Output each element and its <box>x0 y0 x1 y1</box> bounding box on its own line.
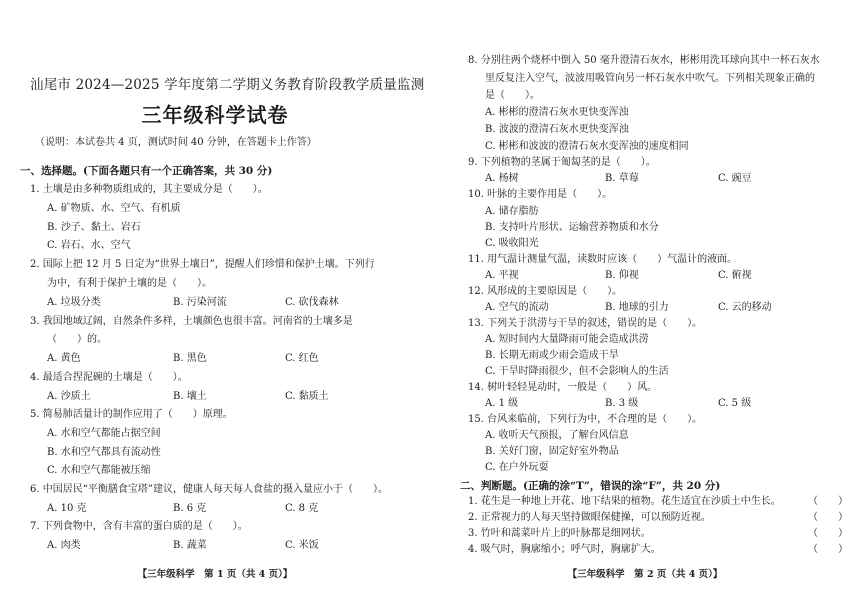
question-3-cont: （ ）的。 <box>47 334 107 345</box>
question-2: 2. 国际上把 12 月 5 日定为“世界土壤日”，提醒人们珍惜和保护土壤。下列行 <box>30 259 375 270</box>
q1-option-c: C. 岩石、水、空气 <box>47 240 131 251</box>
section-judge-heading: 二、判断题。(正确的涂“T”，错误的涂“F”，共 20 分) <box>460 480 721 492</box>
q8-option-b: B. 波波的澄清石灰水更快变浑浊 <box>485 124 629 135</box>
q4-option-c: C. 黏质土 <box>285 391 329 402</box>
q6-option-c: C. 8 克 <box>285 503 319 514</box>
q8-option-c: C. 彬彬和波波的澄清石灰水变浑浊的速度相同 <box>485 141 689 152</box>
q9-option-a: A. 杨树 <box>485 173 519 184</box>
question-4: 4. 最适合捏泥碗的土壤是（ ）。 <box>30 372 188 383</box>
q15-option-b: B. 关好门窗，固定好室外物品 <box>485 446 619 457</box>
q6-option-a: A. 10 克 <box>47 503 87 514</box>
q3-option-a: A. 黄色 <box>47 353 81 364</box>
question-9: 9. 下列植物的茎属于匍匐茎的是（ ）。 <box>468 157 656 168</box>
page-2-footer: 【三年级科学 第 2 页（共 4 页）】 <box>567 569 723 580</box>
q13-option-b: B. 长期无雨或少雨会造成干旱 <box>485 350 619 361</box>
q11-option-c: C. 俯视 <box>718 270 752 281</box>
exam-title: 三年级科学试卷 <box>141 103 289 127</box>
q12-option-c: C. 云的移动 <box>718 302 772 313</box>
q10-option-b: B. 支持叶片形状、运输营养物质和水分 <box>485 222 659 233</box>
judge-1: 1. 花生是一种地上开花、地下结果的植物。花生适宜在沙质土中生长。 <box>468 496 781 507</box>
q3-option-b: B. 黑色 <box>173 353 207 364</box>
q12-option-a: A. 空气的流动 <box>485 302 549 313</box>
q1-option-a: A. 矿物质、水、空气、有机质 <box>47 203 181 214</box>
exam-note: （说明：本试卷共 4 页，测试时间 40 分钟，在答题卡上作答） <box>35 137 317 148</box>
exam-page-2 <box>430 0 860 608</box>
judge-2-answer-paren: （ ） <box>808 512 848 523</box>
q3-option-c: C. 红色 <box>285 353 319 364</box>
q11-option-a: A. 平视 <box>485 270 519 281</box>
q14-option-b: B. 3 级 <box>605 398 639 409</box>
q8-option-a: A. 彬彬的澄清石灰水更快变浑浊 <box>485 107 629 118</box>
q6-option-b: B. 6 克 <box>173 503 207 514</box>
q10-option-c: C. 吸收阳光 <box>485 238 539 249</box>
judge-3-answer-paren: （ ） <box>808 528 848 539</box>
judge-1-answer-paren: （ ） <box>808 496 848 507</box>
q15-option-a: A. 收听天气预报，了解台风信息 <box>485 430 629 441</box>
question-14: 14. 树叶轻轻晃动时，一般是（ ）风。 <box>468 382 658 393</box>
q13-option-a: A. 短时间内大量降雨可能会造成洪涝 <box>485 334 649 345</box>
q5-option-b: B. 水和空气都具有流动性 <box>47 447 161 458</box>
q11-option-b: B. 仰视 <box>605 270 639 281</box>
q14-option-a: A. 1 级 <box>485 398 519 409</box>
question-1: 1. 土壤是由多种物质组成的，其主要成分是（ ）。 <box>30 184 268 195</box>
judge-4: 4. 吸气时，胸廓缩小；呼气时，胸廓扩大。 <box>468 544 661 555</box>
exam-header: 汕尾市 2024—2025 学年度第二学期义务教育阶段教学质量监测 <box>30 77 425 93</box>
q5-option-c: C. 水和空气都能被压缩 <box>47 465 151 476</box>
q2-option-c: C. 砍伐森林 <box>285 297 339 308</box>
question-7: 7. 下列食物中，含有丰富的蛋白质的是（ ）。 <box>30 521 248 532</box>
q7-option-c: C. 米饭 <box>285 540 319 551</box>
question-8-cont1: 里反复注入空气，波波用吸管向另一杯石灰水中吹气。下列相关现象正确的 <box>485 73 815 84</box>
q7-option-b: B. 蔬菜 <box>173 540 207 551</box>
q12-option-b: B. 地球的引力 <box>605 302 669 313</box>
question-11: 11. 用气温计测量气温，读数时应该（ ）气温计的液面。 <box>468 254 738 265</box>
q15-option-c: C. 在户外玩耍 <box>485 462 549 473</box>
question-5: 5. 简易肺活量计的制作应用了（ ）原理。 <box>30 409 233 420</box>
q4-option-b: B. 壤土 <box>173 391 207 402</box>
q9-option-b: B. 草莓 <box>605 173 639 184</box>
q9-option-c: C. 豌豆 <box>718 173 752 184</box>
q1-option-b: B. 沙子、黏土、岩石 <box>47 222 141 233</box>
section-choice-heading: 一、选择题。(下面各题只有一个正确答案，共 30 分) <box>20 165 273 177</box>
question-8-cont2: 是（ ）。 <box>485 90 540 101</box>
question-6: 6. 中国居民“平衡膳食宝塔”建议，健康人每天每人食盐的摄入量应小于（ ）。 <box>30 484 388 495</box>
judge-2: 2. 正常视力的人每天坚持做眼保健操，可以预防近视。 <box>468 512 711 523</box>
q14-option-c: C. 5 级 <box>718 398 752 409</box>
q4-option-a: A. 沙质土 <box>47 391 91 402</box>
question-13: 13. 下列关于洪涝与干旱的叙述，错误的是（ ）。 <box>468 318 703 329</box>
question-2-cont: 为中，有利于保护土壤的是（ ）。 <box>47 278 212 289</box>
question-15: 15. 台风来临前，下列行为中，不合理的是（ ）。 <box>468 414 703 425</box>
q13-option-c: C. 干旱时降雨很少，但不会影响人的生活 <box>485 366 669 377</box>
question-8: 8. 分别往两个烧杯中倒入 50 毫升澄清石灰水，彬彬用洗耳球向其中一杯石灰水 <box>468 55 820 66</box>
question-10: 10. 叶脉的主要作用是（ ）。 <box>468 189 613 200</box>
q7-option-a: A. 肉类 <box>47 540 81 551</box>
question-3: 3. 我国地域辽阔，自然条件多样，土壤颜色也很丰富。河南省的土壤多是 <box>30 316 353 327</box>
question-12: 12. 风形成的主要原因是（ ）。 <box>468 286 623 297</box>
q2-option-a: A. 垃圾分类 <box>47 297 101 308</box>
q2-option-b: B. 污染河流 <box>173 297 227 308</box>
judge-4-answer-paren: （ ） <box>808 544 848 555</box>
q5-option-a: A. 水和空气都能占据空间 <box>47 428 161 439</box>
page-1-footer: 【三年级科学 第 1 页（共 4 页）】 <box>137 569 293 580</box>
q10-option-a: A. 储存脂肪 <box>485 206 539 217</box>
judge-3: 3. 竹叶和蒿菜叶片上的叶脉都是细网状。 <box>468 528 651 539</box>
